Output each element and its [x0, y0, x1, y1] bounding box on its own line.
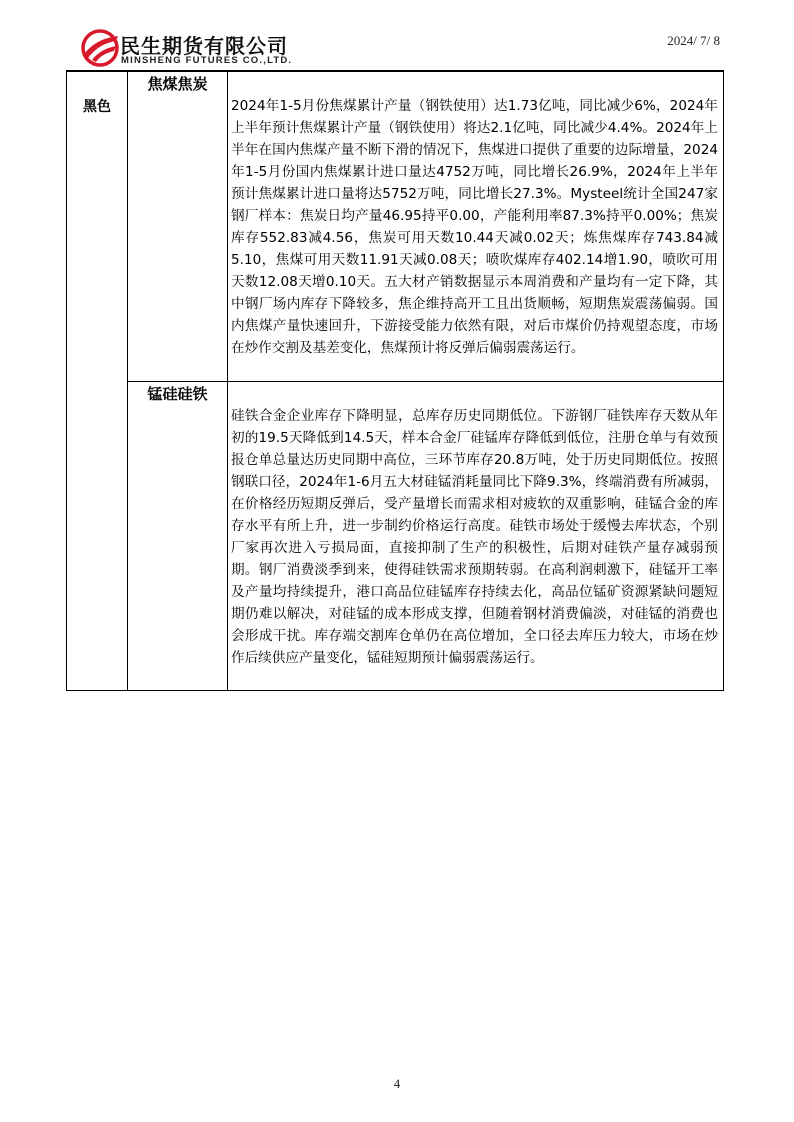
product-commentary-cell: 硅铁合金企业库存下降明显，总库存历史同期低位。下游钢厂硅铁库存天数从年初的19.5天降低到14.5天，样本合金厂硅锰库存降低到低位，注册仓单与有效预报仓单总量达历史同期中高位，三环节库存20.8万吨，处于历史同期低位。按照钢联口径，2024年1-6月五大材硅锰消耗量同比下降9.3%，终端消费有所减弱，在价格经历短期反弹后，受产量增长而需求相对疲软的双重影响，硅锰合金的库存水平有所上升，进一步制约价格运行高度。硅铁市场处于缓慢去库状态，个别厂家再次进入亏损局面，直接抑制了生产的积极性，后期对硅铁产量存减弱预期。钢厂消费淡季到来，使得硅铁需求预期转弱。在高利润刺激下，硅锰开工率及产量均持续提升，港口高品位硅锰库存持续去化，高品位锰矿资源紧缺问题短期仍难以解决，对硅锰的成本形成支撑，但随着钢材消费偏淡，对硅锰的消费也会形成干扰。库存端交割库仓单仍在高位增加，全口径去库压力较大，市场在炒作后续供应产量变化，锰硅短期预计偏弱震荡运行。 [228, 382, 724, 691]
table-row [67, 72, 724, 382]
product-name-cell: 锰硅硅铁 [128, 382, 228, 691]
product-name-cell: 焦煤焦炭 [128, 72, 228, 382]
report-date: 2024/ 7/ 8 [667, 33, 720, 48]
company-name-en: MINSHENG FUTURES CO.,LTD. [121, 55, 293, 66]
product-commentary-cell: 2024年1-5月份焦煤累计产量（钢铁使用）达1.73亿吨，同比减少6%，2024年上半年预计焦煤累计产量（钢铁使用）将达2.1亿吨，同比减少4.4%。2024年上半年在国内焦煤产量不断下滑的情况下，焦煤进口提供了重要的边际增量，2024年1-5月份国内焦煤累计进口量达4752万吨，同比增长26.9%，2024年上半年预计焦煤累计进口量将达5752万吨，同比增长27.3%。Mysteel统计全国247家钢厂样本：焦炭日均产量46.95持平0.00，产能利用率87.3%持平0.00%；焦炭库存552.83减4.56，焦炭可用天数10.44天减0.02天；炼焦煤库存743.84减5.10，焦煤可用天数11.91天减0.08天；喷吹煤库存402.14增1.90，喷吹可用天数12.08天增0.10天。五大材产销数据显示本周消费和产量均有一定下降，其中钢厂场内库存下降较多，焦企维持高开工且出货顺畅，短期焦炭震荡偏弱。国内焦煤产量快速回升，下游接受能力依然有限，对后市煤价仍持观望态度，市场在炒作交割及基差变化，焦煤预计将反弹后偏弱震荡运行。 [228, 72, 724, 382]
page-header [0, 0, 794, 72]
category-cell: 黑色 [67, 72, 128, 691]
page-number: 4 [393, 1076, 401, 1091]
company-logo-icon [80, 28, 120, 68]
table-row [67, 382, 724, 691]
commentary-table [66, 71, 724, 691]
company-name-cn: 民生期货有限公司 [120, 34, 288, 58]
